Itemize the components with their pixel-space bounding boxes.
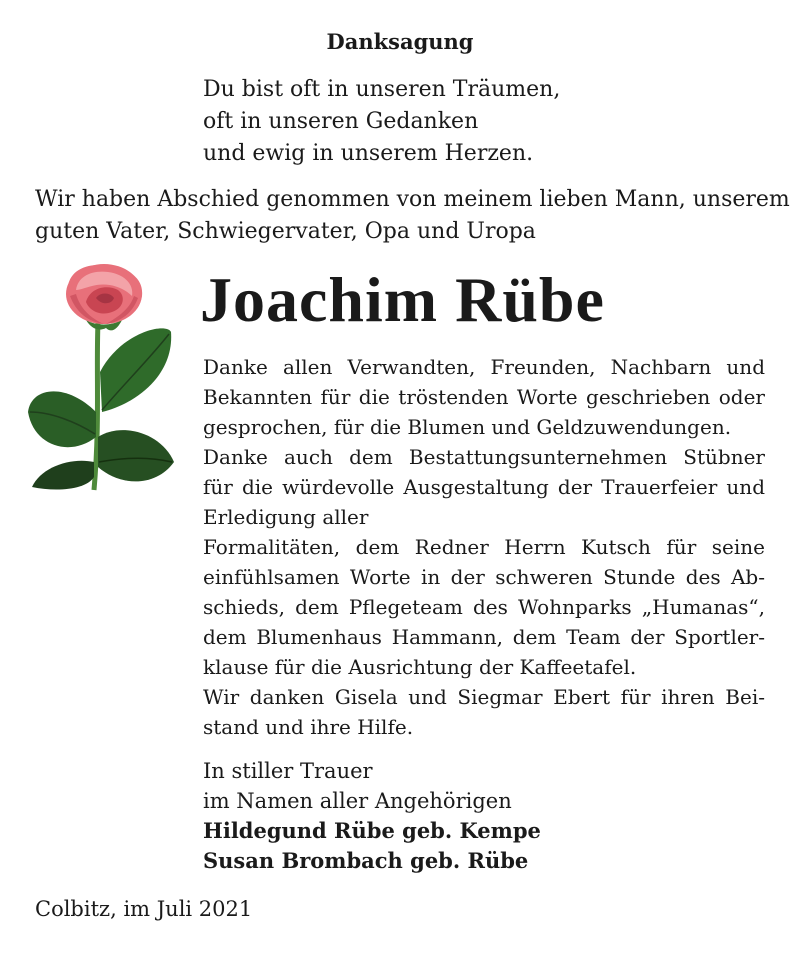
signoff: [203, 756, 763, 876]
intro-line: Wir haben Abschied genommen von meinem lieben Mann, unserem: [35, 187, 790, 212]
thanks-line: Bekannten für die tröstenden Worte geschrieben oder: [203, 385, 765, 409]
signoff-line: im Namen aller Angehörigen: [203, 789, 512, 813]
notice-heading: Danksagung: [326, 29, 474, 54]
thanks-line: gesprochen, für die Blumen und Geldzuwendungen.: [203, 415, 732, 439]
rose-icon: [26, 262, 176, 492]
poem-line: und ewig in unserem Herzen.: [203, 141, 534, 166]
poem-line: oft in unseren Gedanken: [203, 109, 479, 134]
intro-line: guten Vater, Schwiegervater, Opa und Uropa: [35, 219, 536, 244]
signoff-line: In stiller Trauer: [203, 759, 373, 783]
thanks-line: dem Blumenhaus Hammann, dem Team der Sportler-: [203, 625, 765, 649]
poem: [203, 74, 763, 170]
thanks-line: Danke allen Verwandten, Freunden, Nachbarn und: [203, 355, 765, 379]
intro-text: [35, 184, 790, 248]
place-date: Colbitz, im Juli 2021: [35, 897, 253, 921]
thanks-line: Erledigung aller: [203, 505, 369, 529]
thanks-line: klause für die Ausrichtung der Kaffeetafel.: [203, 655, 637, 679]
thanks-line: schieds, dem Pflegeteam des Wohnparks „Humanas“,: [203, 595, 765, 619]
thanks-text: [203, 352, 765, 742]
deceased-name: Joachim Rübe: [200, 264, 605, 335]
thanks-line: Danke auch dem Bestattungsunternehmen Stübner: [203, 445, 765, 469]
signer-name: Hildegund Rübe geb. Kempe: [203, 818, 541, 843]
thanks-line: für die würdevolle Ausgestaltung der Trauerfeier und: [203, 475, 765, 499]
thanks-line: stand und ihre Hilfe.: [203, 715, 414, 739]
poem-line: Du bist oft in unseren Träumen,: [203, 77, 561, 102]
thanks-line: einfühlsamen Worte in der schweren Stunde des Ab-: [203, 565, 765, 589]
thanks-line: Wir danken Gisela und Siegmar Ebert für ihren Bei-: [203, 685, 765, 709]
thanks-line: Formalitäten, dem Redner Herrn Kutsch für seine: [203, 535, 765, 559]
signer-name: Susan Brombach geb. Rübe: [203, 848, 529, 873]
